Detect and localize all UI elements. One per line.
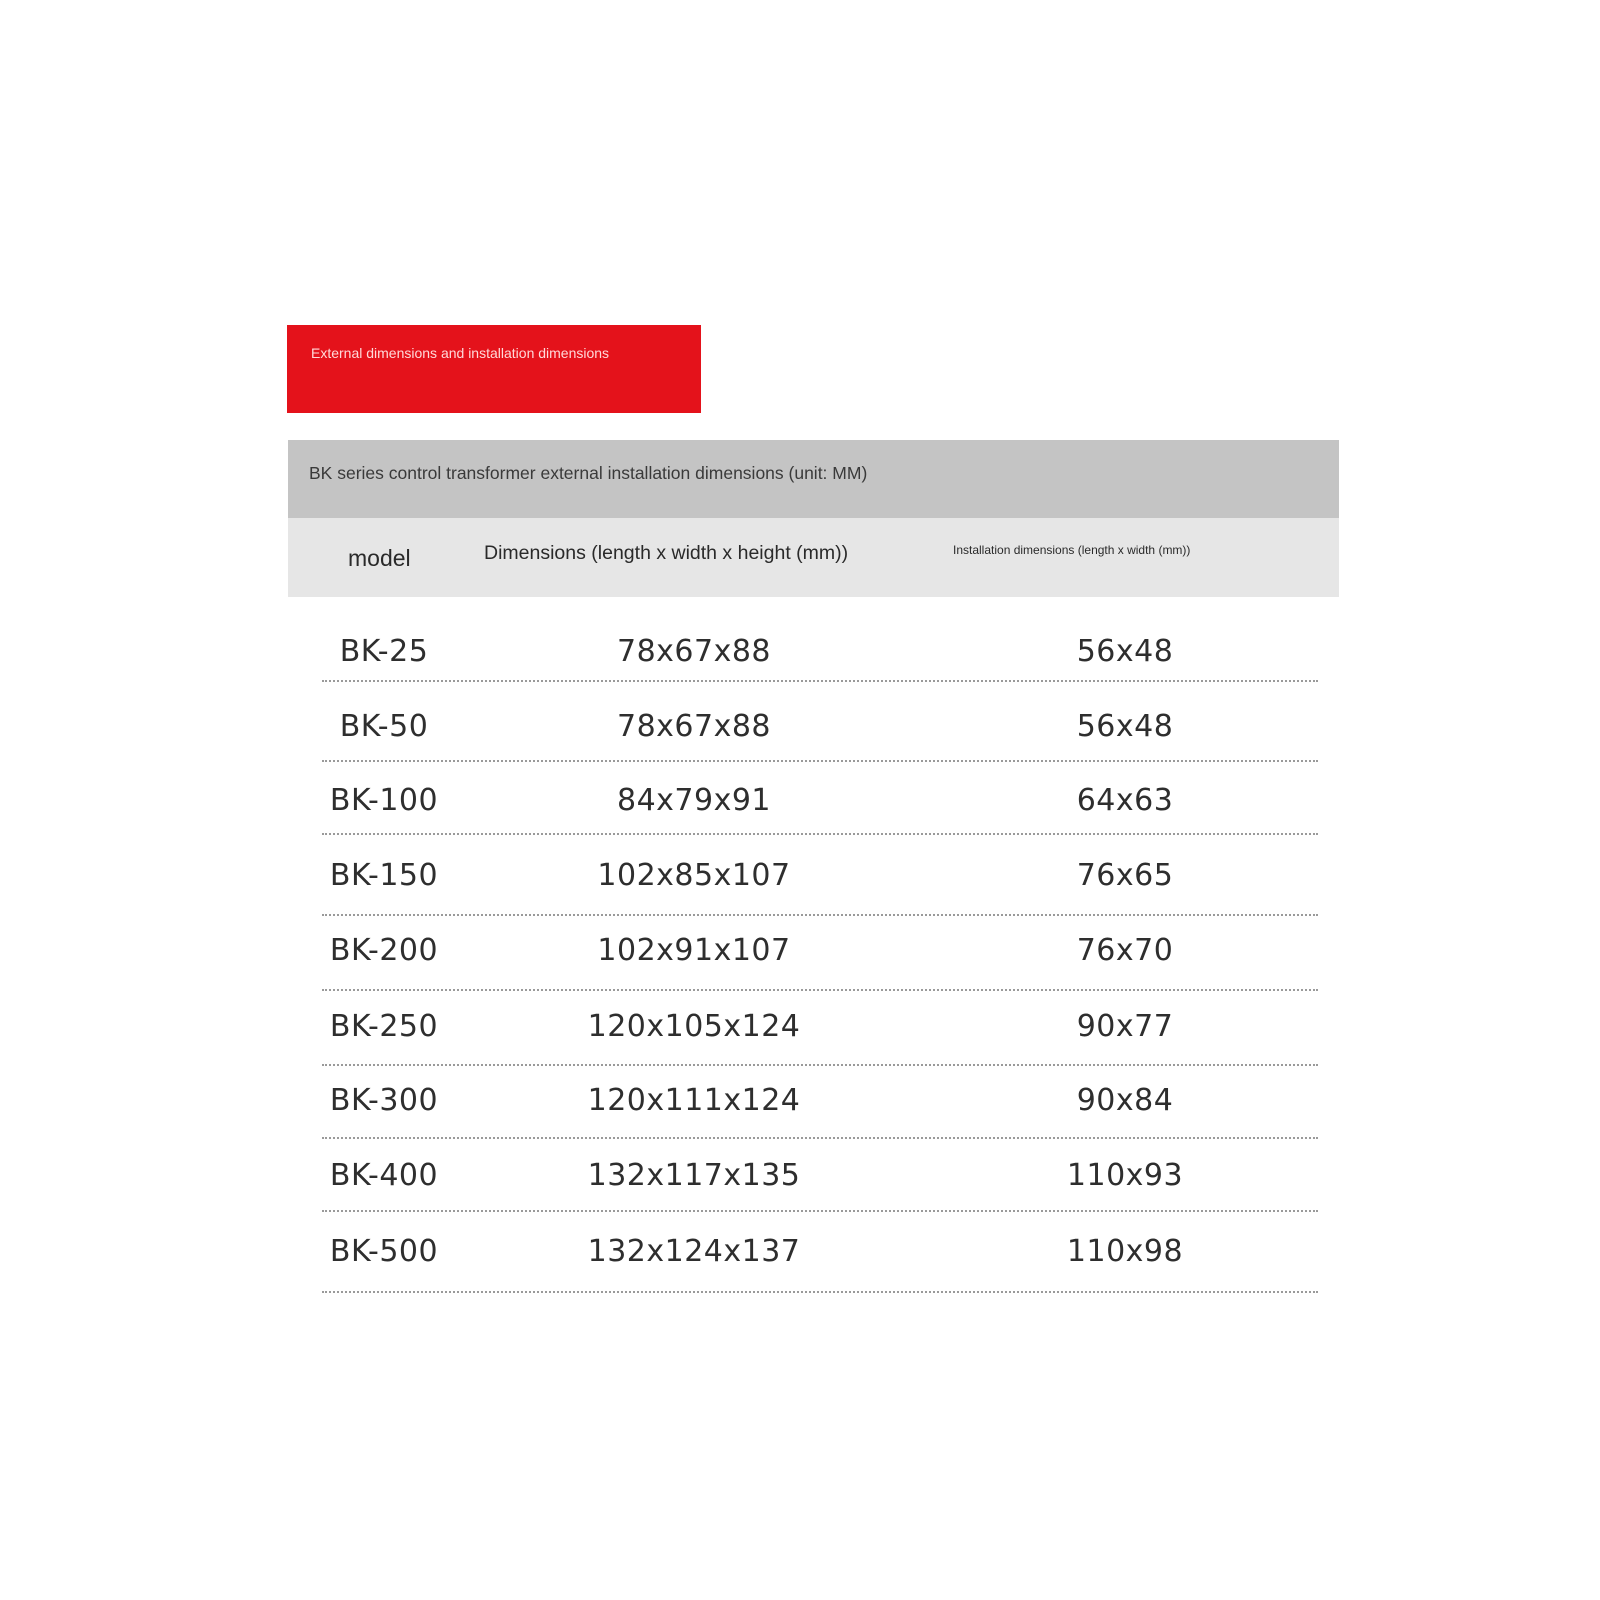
cell-dimensions: 132x117x135: [587, 1158, 801, 1193]
row-divider: [322, 1064, 1318, 1066]
row-divider: [322, 1137, 1318, 1139]
cell-model: BK-100: [329, 783, 439, 818]
cell-dimensions: 78x67x88: [616, 634, 772, 669]
cell-dimensions: 120x111x124: [587, 1083, 801, 1118]
cell-installation: 56x48: [1076, 709, 1174, 744]
row-divider: [322, 1291, 1318, 1293]
row-divider: [322, 760, 1318, 762]
cell-model: BK-50: [339, 709, 429, 744]
cell-dimensions: 120x105x124: [587, 1009, 801, 1044]
cell-model: BK-200: [329, 933, 439, 968]
cell-dimensions: 132x124x137: [587, 1234, 801, 1269]
cell-installation: 110x98: [1066, 1234, 1184, 1269]
cell-model: BK-500: [329, 1234, 439, 1269]
cell-installation: 76x70: [1076, 933, 1174, 968]
row-divider: [322, 680, 1318, 682]
cell-dimensions: 102x85x107: [597, 858, 791, 893]
cell-model: BK-25: [339, 634, 429, 669]
cell-dimensions: 78x67x88: [616, 709, 772, 744]
cell-model: BK-150: [329, 858, 439, 893]
cell-installation: 64x63: [1076, 783, 1174, 818]
cell-installation: 90x77: [1076, 1009, 1174, 1044]
cell-model: BK-300: [329, 1083, 439, 1118]
cell-installation: 90x84: [1076, 1083, 1174, 1118]
cell-model: BK-400: [329, 1158, 439, 1193]
row-divider: [322, 989, 1318, 991]
column-header-model: model: [348, 545, 411, 571]
cell-installation: 76x65: [1076, 858, 1174, 893]
row-divider: [322, 1210, 1318, 1212]
column-header-dimensions: Dimensions (length x width x height (mm)): [484, 542, 849, 564]
row-divider: [322, 833, 1318, 835]
cell-model: BK-250: [329, 1009, 439, 1044]
cell-dimensions: 102x91x107: [597, 933, 791, 968]
cell-installation: 56x48: [1076, 634, 1174, 669]
cell-dimensions: 84x79x91: [616, 783, 772, 818]
table-title: BK series control transformer external installation dimensions (unit: MM): [309, 463, 868, 483]
column-header-installation: Installation dimensions (length x width (mm)): [953, 543, 1191, 557]
section-banner-label: External dimensions and installation dimensions: [311, 345, 610, 361]
cell-installation: 110x93: [1066, 1158, 1184, 1193]
row-divider: [322, 914, 1318, 916]
